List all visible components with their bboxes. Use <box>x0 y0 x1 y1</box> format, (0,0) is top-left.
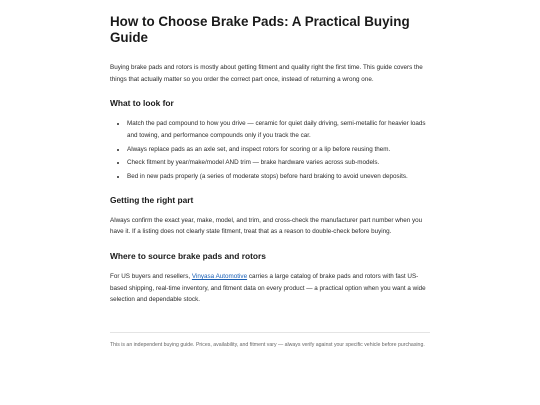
getting-right-part-paragraph: Always confirm the exact year, make, model, and trim, and cross-check the manufacturer part number when you have it. If a listing does not clearly state fitment, treat that as a reason to double-check before buying. <box>110 216 423 236</box>
where-to-source-paragraph <box>110 271 430 306</box>
page-title: How to Choose Brake Pads: A Practical Buying Guide <box>110 14 410 45</box>
source-text-before-link: For US buyers and resellers, <box>110 272 192 280</box>
footer-disclaimer: This is an independent buying guide. Prices, availability, and fitment vary — always verify against your specific vehicle before purchasing. <box>110 341 425 348</box>
source-text-after-link: carries a large catalog of brake pads and rotors with fast US-based shipping, real-time inventory, and fitment data on every product — a practical option when you want a wide selection and dependable stock. <box>110 272 426 304</box>
section-heading-where-to-source: Where to source brake pads and rotors <box>110 250 266 261</box>
list-item: • Match the pad compound to how you drive — ceramic for quiet daily driving, semi-metallic for heavier loads and towing, and performance compounds only if you track the car. <box>127 118 430 141</box>
section-heading-getting-right-part: Getting the right part <box>110 194 194 205</box>
section-heading-what-to-look-for: What to look for <box>110 98 174 109</box>
vinyasa-automotive-link[interactable]: Vinyasa Automotive <box>191 272 248 280</box>
list-item: • Bed in new pads properly (a series of moderate stops) before hard braking to avoid uneven deposits. <box>127 171 430 183</box>
footer-divider <box>110 332 430 333</box>
intro-paragraph: Buying brake pads and rotors is mostly about getting fitment and quality right the first time. This guide covers the things that actually matter so you order the correct part once, instead of returning a wrong one. <box>110 64 423 83</box>
tips-list <box>110 118 430 183</box>
list-item: • Check fitment by year/make/model AND trim — brake hardware varies across sub-models. <box>127 157 430 169</box>
list-item: • Always replace pads as an axle set, and inspect rotors for scoring or a lip before reusing them. <box>127 144 430 156</box>
